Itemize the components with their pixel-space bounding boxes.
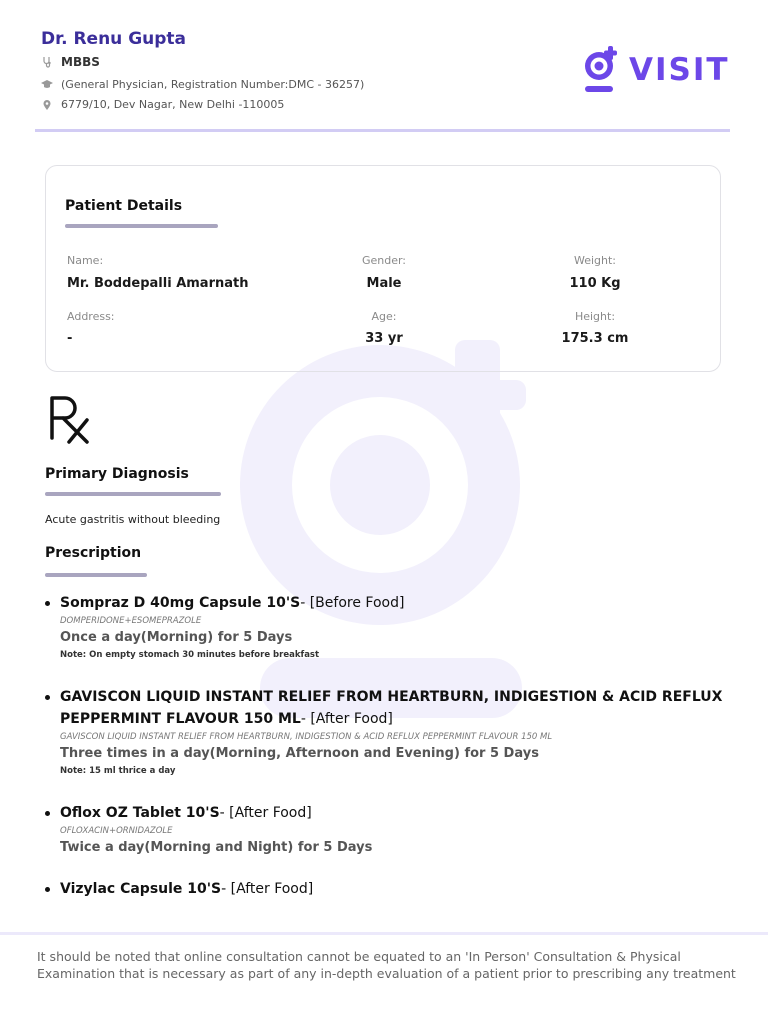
patient-details-underline — [65, 224, 218, 228]
visit-logo-watermark-icon — [240, 340, 530, 730]
medicine-item — [45, 878, 735, 900]
patient-address-label: Address: — [67, 310, 115, 323]
patient-address: - — [67, 331, 73, 346]
medicine-composition: GAVISCON LIQUID INSTANT RELIEF FROM HEARTBURN, INDIGESTION & ACID REFLUX PEPPERMINT FLAVOUR 150 ML — [60, 732, 553, 742]
stethoscope-icon — [41, 56, 53, 68]
medicine-item — [45, 686, 735, 776]
patient-gender: Male — [366, 276, 402, 291]
patient-height: 175.3 cm — [561, 331, 629, 346]
patient-gender-label: Gender: — [361, 254, 407, 267]
medicine-title-row — [45, 686, 735, 730]
medicine-item — [45, 802, 735, 855]
prescription-underline — [45, 573, 147, 577]
visit-logo — [583, 46, 730, 94]
medicine-timing: - [After Food] — [300, 711, 393, 727]
medicine-timing: - [After Food] — [221, 881, 314, 897]
medicine-name: Vizylac Capsule 10'S — [60, 881, 222, 897]
header-divider — [35, 129, 730, 132]
medicine-name: Sompraz D 40mg Capsule 10'S — [60, 595, 301, 611]
patient-details-title: Patient Details — [65, 198, 183, 214]
medicine-composition: OFLOXACIN+ORNIDAZOLE — [60, 826, 173, 836]
medicine-name: Oflox OZ Tablet 10'S — [60, 805, 220, 821]
medicine-item — [45, 592, 735, 660]
prescription-title: Prescription — [45, 545, 142, 561]
rx-symbol-icon — [47, 392, 91, 446]
visit-logo-text: VISIT — [629, 52, 730, 88]
doctor-address: 6779/10, Dev Nagar, New Delhi -110005 — [61, 98, 285, 111]
doctor-address-row — [41, 98, 284, 111]
patient-name-label: Name: — [67, 254, 104, 267]
doctor-degree-row — [41, 55, 100, 69]
primary-diagnosis-text: Acute gastritis without bleeding — [45, 513, 221, 526]
medicine-title-row — [45, 878, 735, 900]
medicine-note: Note: On empty stomach 30 minutes before breakfast — [60, 650, 320, 660]
visit-logo-icon — [583, 46, 619, 94]
medicine-name: GAVISCON LIQUID INSTANT RELIEF FROM HEARTBURN, INDIGESTION & ACID REFLUX PEPPERMINT FLAVOUR 150 ML — [60, 689, 723, 727]
medicine-title-row — [45, 802, 735, 824]
medicine-dosage: Three times in a day(Morning, Afternoon and Evening) for 5 Days — [60, 746, 539, 761]
doctor-specialization-row — [41, 78, 364, 91]
medicine-title-row — [45, 592, 735, 614]
primary-diagnosis-title: Primary Diagnosis — [45, 466, 189, 482]
medicine-note: Note: 15 ml thrice a day — [60, 766, 176, 776]
medicine-timing: - [Before Food] — [300, 595, 405, 611]
medicine-timing: - [After Food] — [219, 805, 312, 821]
doctor-name: Dr. Renu Gupta — [41, 29, 187, 49]
medicine-dosage: Twice a day(Morning and Night) for 5 Days — [60, 840, 373, 855]
patient-height-label: Height: — [574, 310, 616, 323]
disclaimer-text: It should be noted that online consultation cannot be equated to an 'In Person' Consultation & Physical Examination that is necessary as part of any in-depth evaluation of a patient prior to prescribing any treatment — [37, 949, 736, 981]
patient-weight-label: Weight: — [573, 254, 617, 267]
patient-name: Mr. Boddepalli Amarnath — [67, 276, 249, 291]
patient-weight: 110 Kg — [569, 276, 621, 291]
location-pin-icon — [41, 99, 53, 111]
medicine-dosage: Once a day(Morning) for 5 Days — [60, 630, 293, 645]
graduation-cap-icon — [41, 79, 53, 91]
footer-divider — [0, 932, 768, 935]
patient-age-label: Age: — [371, 310, 397, 323]
doctor-degree: MBBS — [61, 55, 100, 69]
primary-diagnosis-underline — [45, 492, 221, 496]
patient-age: 33 yr — [365, 331, 403, 346]
medicine-composition: DOMPERIDONE+ESOMEPRAZOLE — [60, 616, 202, 626]
doctor-specialization: (General Physician, Registration Number:DMC - 36257) — [61, 78, 365, 91]
